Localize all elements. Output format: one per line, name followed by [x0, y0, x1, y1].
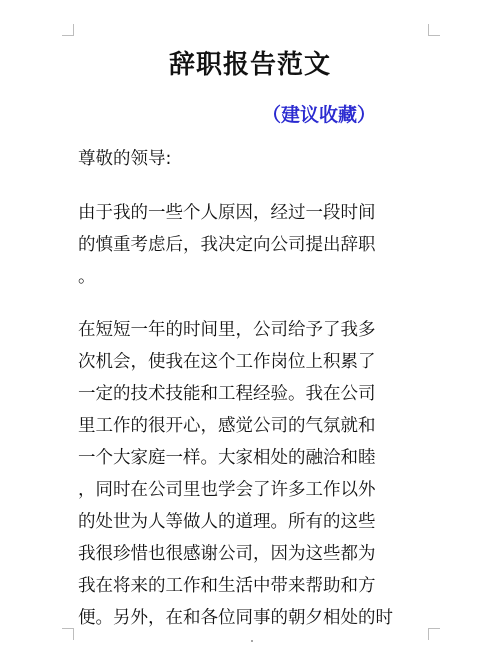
paragraph-line: 的处世为人等做人的道理。所有的这些	[78, 512, 376, 532]
paragraph-line: 一个大家庭一样。大家相处的融洽和睦	[78, 448, 376, 468]
paragraph-line: 次机会，使我在这个工作岗位上积累了	[78, 352, 376, 372]
paragraph-line: 我很珍惜也很感谢公司，因为这些都为	[78, 544, 376, 564]
crop-mark-top-left	[62, 24, 74, 36]
paragraph-line: 我在将来的工作和生活中带来帮助和方	[78, 576, 376, 596]
page-marker-dot	[251, 640, 253, 642]
paragraph-line: 的慎重考虑后，我决定向公司提出辞职	[78, 235, 376, 255]
paragraph-line: 。	[78, 267, 96, 287]
document-subtitle: （建议收藏）	[262, 104, 377, 126]
paragraph-line: 里工作的很开心，感觉公司的气氛就和	[78, 416, 376, 436]
paragraph-2	[78, 314, 438, 634]
document-title: 辞职报告范文	[168, 50, 331, 80]
paragraph-line: ，同时在公司里也学会了许多工作以外	[78, 480, 376, 500]
salutation	[78, 143, 438, 175]
crop-mark-bottom-left	[62, 628, 74, 640]
paragraph-line: 由于我的一些个人原因，经过一段时间	[78, 203, 376, 223]
paragraph-line: 一定的技术技能和工程经验。我在公司	[78, 384, 376, 404]
crop-mark-top-right	[428, 24, 440, 36]
paragraph-line: 便。另外，在和各位同事的朝夕相处的时	[78, 608, 393, 628]
paragraph-line: 在短短一年的时间里，公司给予了我多	[78, 320, 376, 340]
salutation-line: 尊敬的领导:	[78, 149, 172, 169]
paragraph-1	[78, 197, 438, 293]
